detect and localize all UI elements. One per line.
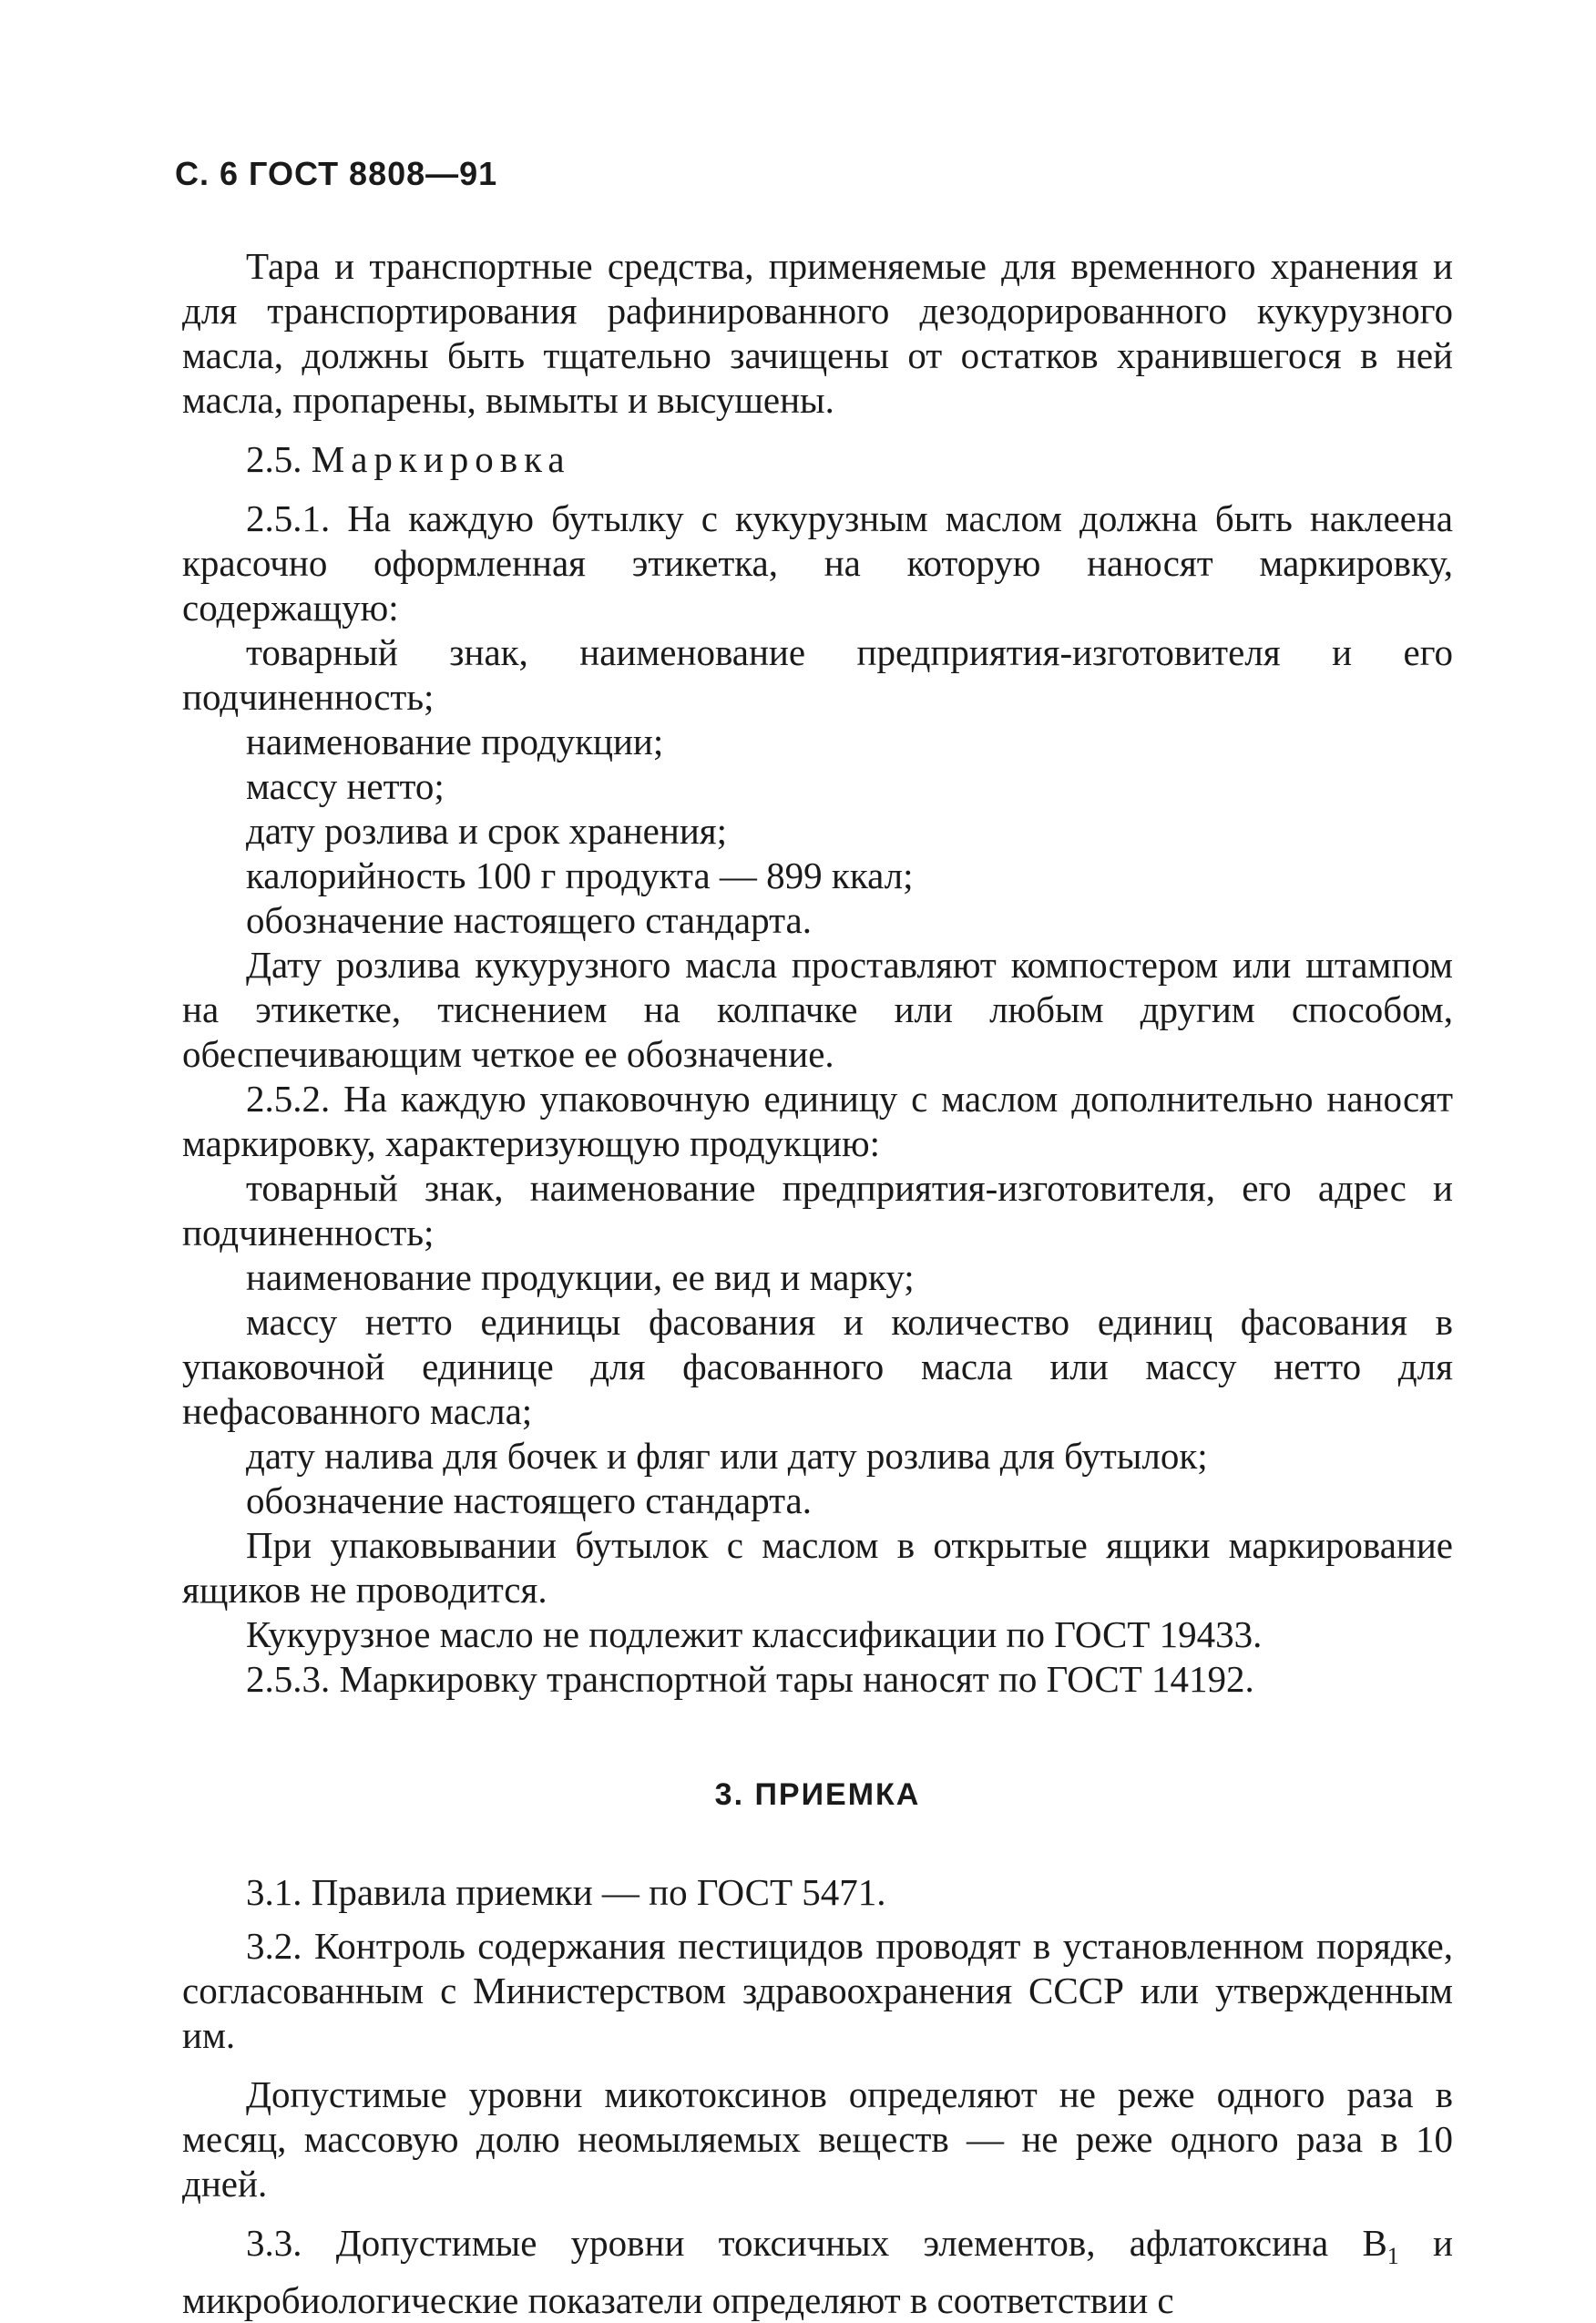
section-heading-2-5 xyxy=(182,437,1453,482)
paragraph-2-5-2: 2.5.2. На каждую упаковочную единицу с маслом дополнительно наносят маркировку, характеризующую продукцию: xyxy=(182,1078,1453,1164)
list-item: дату розлива и срок хранения; xyxy=(246,810,728,852)
paragraph-3-2: 3.2. Контроль содержания пестицидов проводят в установленном порядке, согласованным с Министерством здравоохранения СССР или утвержденным им. xyxy=(182,1925,1453,2056)
section-heading-3: 3. ПРИЕМКА xyxy=(714,1777,921,1812)
list-item: обозначение настоящего стандарта. xyxy=(246,1479,812,1521)
document-body xyxy=(182,244,1453,2323)
paragraph-3-1: 3.1. Правила приемки — по ГОСТ 5471. xyxy=(246,1871,886,1913)
paragraph-mycotoxins: Допустимые уровни микотоксинов определяют не реже одного раза в месяц, массовую долю неомыляемых веществ — не реже одного раза в 10 дней. xyxy=(182,2073,1453,2205)
list-item: дату налива для бочек и фляг или дату розлива для бутылок; xyxy=(246,1435,1208,1477)
section-number: 2.5. xyxy=(246,438,302,480)
paragraph-classification: Кукурузное масло не подлежит классификации по ГОСТ 19433. xyxy=(246,1613,1263,1655)
paragraph-2-5-1: 2.5.1. На каждую бутылку с кукурузным маслом должна быть наклеена красочно оформленная этикетка, на которую наносят маркировку, содержащую: xyxy=(182,497,1453,629)
section-title: Маркировка xyxy=(311,438,571,480)
subscript-1: 1 xyxy=(1386,2243,1399,2270)
list-item: калорийность 100 г продукта — 899 ккал; xyxy=(246,854,914,896)
paragraph-2-5-3: 2.5.3. Маркировку транспортной тары наносят по ГОСТ 14192. xyxy=(246,1658,1254,1700)
list-item: массу нетто единицы фасования и количество единиц фасования в упаковочной единице для фасованного масла или массу нетто для нефасованного масла; xyxy=(182,1301,1453,1432)
list-item: наименование продукции; xyxy=(246,721,664,762)
list-item: массу нетто; xyxy=(246,765,445,807)
paragraph-container-vehicles: Тара и транспортные средства, применяемые для временного хранения и для транспортирования рафинированного дезодорированного кукурузного масла, должны быть тщательно зачищены от остатков хранившегося в ней масла, пропарены, вымыты и высушены. xyxy=(182,245,1453,421)
list-2-5-1 xyxy=(182,630,1453,943)
page-header: С. 6 ГОСТ 8808—91 xyxy=(175,155,498,192)
paragraph-date-marking: Дату розлива кукурузного масла проставляют компостером или штампом на этикетке, тиснением на колпачке или любым другим способом, обеспечивающим четкое ее обозначение. xyxy=(182,944,1453,1075)
paragraph-3-3 xyxy=(182,2221,1453,2323)
paragraph-3-3-end: и микробиологические показатели определяют в соответствии с xyxy=(182,2222,1453,2322)
list-item: наименование продукции, ее вид и марку; xyxy=(246,1256,915,1298)
list-2-5-2 xyxy=(182,1166,1453,1523)
list-item: обозначение настоящего стандарта. xyxy=(246,899,812,941)
list-item: товарный знак, наименование предприятия-изготовителя, его адрес и подчиненность; xyxy=(182,1167,1453,1254)
paragraph-3-3-start: 3.3. Допустимые уровни токсичных элементов, афлатоксина B xyxy=(246,2222,1387,2264)
paragraph-boxes: При упаковывании бутылок с маслом в открытые ящики маркирование ящиков не проводится. xyxy=(182,1524,1453,1611)
list-item: товарный знак, наименование предприятия-изготовителя и его подчиненность; xyxy=(182,631,1453,718)
